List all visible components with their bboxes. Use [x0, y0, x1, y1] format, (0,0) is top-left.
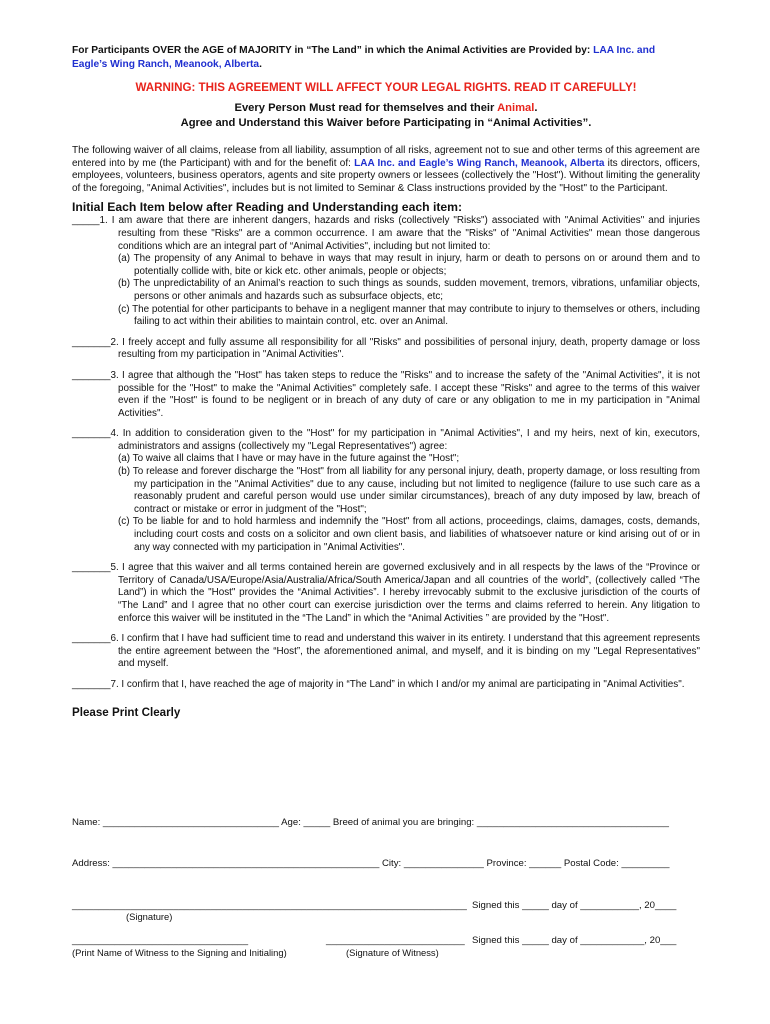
- items-heading: Initial Each Item below after Reading and Understanding each item:: [72, 200, 463, 215]
- item-5: _______5. I agree that this waiver and all terms contained herein are governed exclusively and in all respects by the laws of the “Province or Territory of Canada/USA/Europe/Asia/Australia/Africa/South America/Japan and all countries of the world”, (collectively called “The Land”) in which the "Host" provides the “Animal Activities”. I hereby irrevocably submit to the exclusive jurisdiction of the courts of “The Land” and I agree that no other court can exercise jurisdiction over the terms and claims referred to herein. Any litigation to enforce this waiver will be instituted in the “The Land” in which the “Animal Activities ” are provided by the "Host".: [72, 562, 700, 624]
- header-line-2: Eagle’s Wing Ranch, Meanook, Alberta.: [72, 59, 262, 70]
- host-name-2: Eagle’s Wing Ranch, Meanook, Alberta: [72, 59, 260, 70]
- host-name-3: LAA Inc. and Eagle’s Wing Ranch, Meanook, Alberta: [354, 157, 605, 169]
- print-clearly-heading: Please Print Clearly: [72, 705, 181, 719]
- initial-blank[interactable]: _____: [72, 215, 100, 227]
- witness-date[interactable]: Signed this _____ day of ____________, 20___: [472, 935, 677, 946]
- header-line-1: [72, 44, 700, 58]
- item-3: _______3. I agree that although the "Host" has taken steps to reduce the "Risks" and to increase the safety of the "Animal Activities", it is not possible for the "Host" to make the "Animal Activities" completely safe. I accept these "Risks" and agree to the terms of this waiver even if the "Host" is found to be negligent or in breach of any duty of care or any obligation to me in my participation in "Animal Activities".: [72, 369, 700, 419]
- item-1-b: (b) The unpredictability of an Animal’s reaction to such things as sounds, sudden movement, tremors, vibrations, unfamiliar objects, persons or other animals and hazards such as subsurface objects, etc;: [118, 278, 700, 302]
- initial-blank[interactable]: _______: [72, 562, 111, 574]
- witness-name-label: (Print Name of Witness to the Signing and Initialing): [72, 947, 287, 958]
- subheading-2: Agree and Understand this Waiver before Participating in “Animal Activities”.: [180, 117, 592, 129]
- item-1-a: (a) The propensity of any Animal to behave in ways that may result in injury, harm or death to persons on or around them and to potentially collide with, bite or kick etc. other animals, people or objects;: [118, 253, 700, 277]
- host-name-1: LAA Inc. and: [593, 45, 656, 56]
- signature-date[interactable]: Signed this _____ day of ___________, 20____: [472, 900, 677, 911]
- initial-blank[interactable]: _______: [72, 678, 111, 690]
- header-text: For Participants OVER the AGE of MAJORITY in “The Land” in which the Animal Activities are Provided by:: [72, 45, 594, 56]
- waiver-document: [72, 44, 700, 719]
- items-list: [72, 215, 700, 691]
- address-row[interactable]: Address: __________________________________________________ City: _______________ Province: ______ Postal Code: _________: [72, 858, 670, 869]
- initial-blank[interactable]: _______: [72, 336, 111, 348]
- initial-blank[interactable]: _______: [72, 369, 111, 381]
- item-7: _______7. I confirm that I, have reached the age of majority in “The Land” in which I and/or my animal are participating in "Animal Activities".: [72, 678, 685, 690]
- item-2: _______2. I freely accept and fully assume all responsibility for all "Risks" and possibilities of personal injury, death, property damage or loss resulting from my participation in "Animal Activities".: [72, 336, 700, 361]
- item-6: _______6. I confirm that I have had sufficient time to read and understand this waiver in its entirety. I understand that this agreement represents the entire agreement between the “Host”, the aforementioned animal, and myself, and it is binding on my "Legal Representatives" and myself.: [72, 633, 700, 670]
- initial-blank[interactable]: _______: [72, 633, 111, 645]
- item-4-c: (c) To be liable for and to hold harmless and indemnify the "Host" from all actions, proceedings, claims, damages, costs, demands, including court costs and costs on a solicitor and own client basis, and liabilities of whatsoever nature or kind arising out of or in any way connected with my participation in "Animal Activities".: [118, 516, 700, 553]
- warning-text: WARNING: THIS AGREEMENT WILL AFFECT YOUR LEGAL RIGHTS. READ IT CAREFULLY!: [135, 81, 637, 94]
- initial-blank[interactable]: _______: [72, 428, 111, 440]
- witness-signature-line[interactable]: __________________________: [326, 935, 465, 946]
- witness-name-line[interactable]: _________________________________: [72, 935, 249, 946]
- item-4-a: (a) To waive all claims that I have or may have in the future against the "Host";: [118, 453, 460, 465]
- subheading-1: Every Person Must read for themselves and their Animal.: [234, 102, 538, 114]
- name-age-breed-row[interactable]: Name: _________________________________ Age: _____ Breed of animal you are bringing: ____________________________________: [72, 817, 669, 828]
- witness-signature-label: (Signature of Witness): [346, 947, 439, 958]
- signature-label: (Signature): [126, 911, 173, 922]
- item-1: _____1. I am aware that there are inherent dangers, hazards and risks (collectively "Risks") associated with "Animal Activities" and injuries resulting from these "Risks" are a common occurrence. I am aware that the "Risks" of "Animal Activities" mean those dangerous conditions which are an integral part of “Animal Activities", including but not limited to:: [72, 215, 700, 252]
- signature-line[interactable]: __________________________________________________________________________: [72, 900, 467, 911]
- item-4: _______4. In addition to consideration given to the "Host" for my participation in "Animal Activities", I and my heirs, next of kin, executors, administrators and assigns (collectively my "Legal Representatives") agree:: [72, 428, 700, 452]
- intro-paragraph: The following waiver of all claims, release from all liability, assumption of all risks, agreement not to sue and other terms of this agreement are entered into by me (the Participant) with and for the benefit of: LAA Inc. and Eagle’s Wing Ranch, Meanook, Alberta its directors, officers, employees, volunteers, business operators, agents and site property owners or lessees (collectively the "Host"). Without limiting the generality of the foregoing, "Animal Activities", includes but is not limited to Seminar & Class instructions provided by the "Host" to the Participant.: [72, 145, 701, 194]
- animal-word: Animal: [497, 102, 535, 114]
- item-4-b: (b) To release and forever discharge the "Host" from all liability for any personal injury, death, property damage, or loss resulting from my participation in the "Animal Activities" due to any cause, including but not limited to negligence (failure to use such care as a reasonably prudent and careful person would use under similar circumstances), breach of any duty imposed by law, breach of contract or mistake or error in judgment of the "Host";: [118, 466, 700, 515]
- item-1-c: (c) The potential for other participants to behave in a negligent manner that may contribute to injury to themselves or others, including failing to act within their abilities to maintain control, etc. over an Animal.: [118, 303, 700, 328]
